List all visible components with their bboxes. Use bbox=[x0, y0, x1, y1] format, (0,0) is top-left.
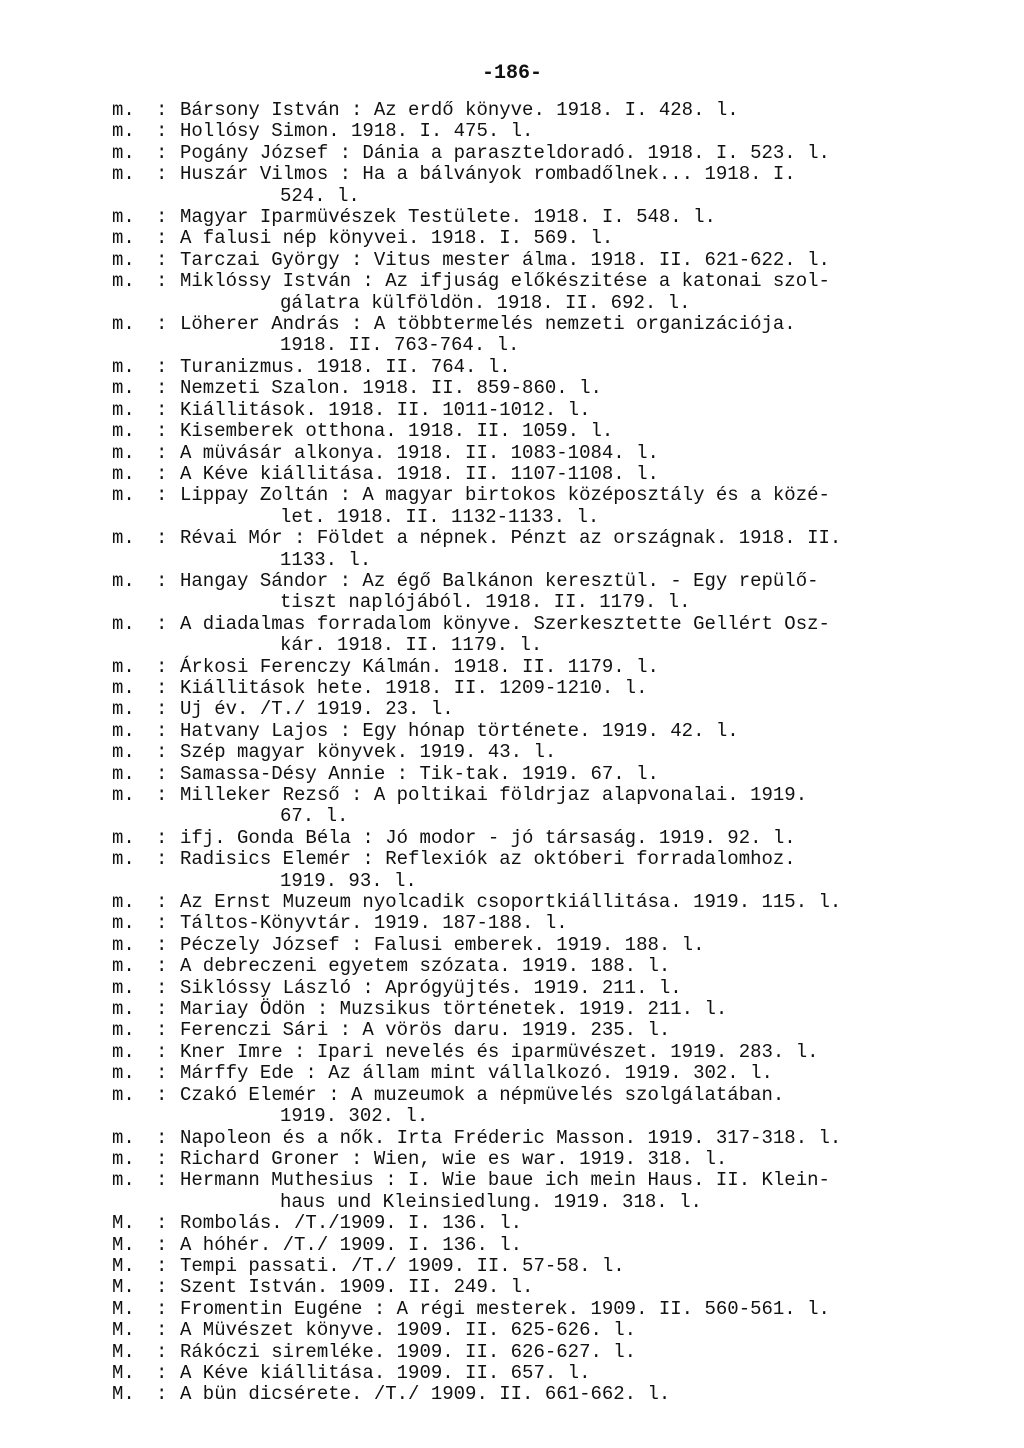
entry-body bbox=[180, 828, 972, 849]
entry-marker: m. bbox=[112, 1019, 135, 1042]
entry-marker: m. bbox=[112, 676, 135, 699]
bibliography-entry bbox=[112, 1299, 972, 1320]
entry-separator: : bbox=[156, 912, 168, 935]
entry-body bbox=[180, 892, 972, 913]
bibliography-entry bbox=[112, 1342, 972, 1363]
entry-separator: : bbox=[156, 1040, 168, 1063]
bibliography-entry bbox=[112, 1320, 972, 1341]
entry-body bbox=[180, 1320, 972, 1341]
entry-marker: m. bbox=[112, 955, 135, 978]
entry-body bbox=[180, 571, 972, 614]
entry-text: Uj év. /T./ 1919. 23. l. bbox=[180, 698, 454, 721]
entry-text: Radisics Elemér : Reflexiók az októberi forradalomhoz. bbox=[180, 848, 796, 871]
bibliography-entry bbox=[112, 271, 972, 314]
bibliography-entry bbox=[112, 849, 972, 892]
entry-text: Bársony István : Az erdő könyve. 1918. I. 428. l. bbox=[180, 99, 739, 121]
bibliography-entry bbox=[112, 207, 972, 228]
entry-separator: : bbox=[156, 227, 168, 250]
entry-body bbox=[180, 228, 972, 249]
bibliography-entry bbox=[112, 121, 972, 142]
entry-text: Napoleon és a nők. Irta Fréderic Masson. 1919. 317-318. l. bbox=[180, 1126, 842, 1149]
entry-body bbox=[180, 1020, 972, 1041]
entry-marker: m. bbox=[112, 1062, 135, 1085]
entry-text: Hermann Muthesius : I. Wie baue ich mein Haus. II. Klein- bbox=[180, 1169, 830, 1192]
entry-continuation: 1918. II. 763-764. l. bbox=[280, 334, 520, 357]
entry-marker: m. bbox=[112, 741, 135, 764]
entry-text: Lippay Zoltán : A magyar birtokos középosztály és a közé- bbox=[180, 484, 830, 507]
entry-body bbox=[180, 742, 972, 763]
entry-separator: : bbox=[156, 1254, 168, 1277]
page-number: -186- bbox=[481, 62, 542, 85]
entry-marker: m. bbox=[112, 719, 135, 742]
bibliography-entry bbox=[112, 978, 972, 999]
entry-text: Péczely József : Falusi emberek. 1919. 188. l. bbox=[180, 933, 705, 956]
bibliography-entry bbox=[112, 828, 972, 849]
entry-text: A falusi nép könyvei. 1918. I. 569. l. bbox=[180, 227, 614, 250]
entry-marker: m. bbox=[112, 569, 135, 592]
entry-text: A Kéve kiállitása. 1918. II. 1107-1108. l. bbox=[180, 462, 659, 485]
bibliography-entry bbox=[112, 699, 972, 720]
entry-text: Fromentin Eugéne : A régi mesterek. 1909. II. 560-561. l. bbox=[180, 1297, 830, 1320]
entry-marker: M. bbox=[112, 1297, 135, 1320]
entry-text: Árkosi Ferenczy Kálmán. 1918. II. 1179. l. bbox=[180, 655, 659, 678]
entry-separator: : bbox=[156, 1126, 168, 1149]
entry-body bbox=[180, 314, 972, 357]
entry-text: Az Ernst Muzeum nyolcadik csoportkiállitása. 1919. 115. l. bbox=[180, 891, 842, 914]
bibliography-entry bbox=[112, 999, 972, 1020]
entry-text: A diadalmas forradalom könyve. Szerkesztette Gellért Osz- bbox=[180, 612, 830, 635]
entry-marker: m. bbox=[112, 698, 135, 721]
entry-separator: : bbox=[156, 1169, 168, 1192]
entry-separator: : bbox=[156, 719, 168, 742]
entry-body bbox=[180, 678, 972, 699]
entry-continuation: tiszt naplójából. 1918. II. 1179. l. bbox=[280, 591, 691, 614]
entry-separator: : bbox=[156, 784, 168, 806]
bibliography-entry bbox=[112, 956, 972, 977]
entry-text: Milleker Rezső : A poltikai földrjaz alapvonalai. 1919. bbox=[180, 784, 808, 806]
bibliography-entry bbox=[112, 400, 972, 421]
entry-separator: : bbox=[156, 1212, 168, 1235]
entry-marker: m. bbox=[112, 377, 135, 400]
entry-marker: M. bbox=[112, 1212, 135, 1235]
entry-marker: m. bbox=[112, 270, 135, 293]
entry-text: Czakó Elemér : A muzeumok a népmüvelés szolgálatában. bbox=[180, 1083, 785, 1106]
entry-marker: M. bbox=[112, 1319, 135, 1342]
entry-separator: : bbox=[156, 1340, 168, 1363]
entry-marker: m. bbox=[112, 527, 135, 550]
entry-separator: : bbox=[156, 206, 168, 229]
bibliography-entry bbox=[112, 464, 972, 485]
entry-separator: : bbox=[156, 1083, 168, 1106]
entry-continuation: 524. l. bbox=[280, 184, 360, 207]
entry-body bbox=[180, 485, 972, 528]
entry-separator: : bbox=[156, 120, 168, 143]
entry-text: Pogány József : Dánia a paraszteldoradó. 1918. I. 523. l. bbox=[180, 141, 830, 164]
entry-body bbox=[180, 849, 972, 892]
bibliography-list bbox=[112, 100, 972, 1406]
bibliography-entry bbox=[112, 1085, 972, 1128]
entry-marker: m. bbox=[112, 784, 135, 806]
bibliography-entry bbox=[112, 764, 972, 785]
entry-text: Huszár Vilmos : Ha a bálványok rombadőlnek... 1918. I. bbox=[180, 163, 796, 186]
entry-body bbox=[180, 100, 972, 121]
entry-text: A müvásár alkonya. 1918. II. 1083-1084. l. bbox=[180, 441, 659, 464]
bibliography-entry bbox=[112, 913, 972, 934]
entry-body bbox=[180, 935, 972, 956]
entry-marker: m. bbox=[112, 1169, 135, 1192]
entry-separator: : bbox=[156, 1019, 168, 1042]
entry-body bbox=[180, 1256, 972, 1277]
entry-separator: : bbox=[156, 99, 168, 121]
bibliography-entry bbox=[112, 785, 972, 828]
entry-marker: m. bbox=[112, 420, 135, 443]
bibliography-entry bbox=[112, 228, 972, 249]
entry-separator: : bbox=[156, 612, 168, 635]
entry-body bbox=[180, 164, 972, 207]
entry-marker: M. bbox=[112, 1233, 135, 1256]
bibliography-entry bbox=[112, 485, 972, 528]
bibliography-entry bbox=[112, 892, 972, 913]
entry-separator: : bbox=[156, 569, 168, 592]
entry-separator: : bbox=[156, 848, 168, 871]
entry-continuation: 1133. l. bbox=[280, 548, 372, 571]
entry-marker: m. bbox=[112, 163, 135, 186]
entry-body bbox=[180, 1363, 972, 1384]
entry-separator: : bbox=[156, 741, 168, 764]
bibliography-entry bbox=[112, 378, 972, 399]
bibliography-entry bbox=[112, 100, 972, 121]
entry-text: A Müvészet könyve. 1909. II. 625-626. l. bbox=[180, 1319, 637, 1342]
entry-text: Rákóczi siremléke. 1909. II. 626-627. l. bbox=[180, 1340, 637, 1363]
bibliography-entry bbox=[112, 164, 972, 207]
entry-body bbox=[180, 721, 972, 742]
entry-text: Richard Groner : Wien, wie es war. 1919. 318. l. bbox=[180, 1147, 728, 1170]
entry-marker: m. bbox=[112, 99, 135, 121]
entry-marker: M. bbox=[112, 1361, 135, 1384]
bibliography-entry bbox=[112, 1170, 972, 1213]
entry-body bbox=[180, 271, 972, 314]
entry-separator: : bbox=[156, 1319, 168, 1342]
entry-separator: : bbox=[156, 891, 168, 914]
bibliography-entry bbox=[112, 1128, 972, 1149]
entry-separator: : bbox=[156, 398, 168, 421]
entry-body bbox=[180, 528, 972, 571]
entry-body bbox=[180, 250, 972, 271]
bibliography-entry bbox=[112, 721, 972, 742]
entry-body bbox=[180, 956, 972, 977]
entry-separator: : bbox=[156, 1297, 168, 1320]
entry-body bbox=[180, 443, 972, 464]
entry-marker: m. bbox=[112, 891, 135, 914]
entry-marker: m. bbox=[112, 976, 135, 999]
entry-separator: : bbox=[156, 377, 168, 400]
entry-marker: M. bbox=[112, 1383, 135, 1406]
bibliography-entry bbox=[112, 443, 972, 464]
entry-body bbox=[180, 1042, 972, 1063]
entry-body bbox=[180, 464, 972, 485]
entry-marker: m. bbox=[112, 484, 135, 507]
entry-text: A hóhér. /T./ 1909. I. 136. l. bbox=[180, 1233, 523, 1256]
entry-separator: : bbox=[156, 462, 168, 485]
entry-marker: m. bbox=[112, 1147, 135, 1170]
bibliography-entry bbox=[112, 143, 972, 164]
entry-body bbox=[180, 614, 972, 657]
entry-marker: m. bbox=[112, 1040, 135, 1063]
bibliography-entry bbox=[112, 1363, 972, 1384]
entry-separator: : bbox=[156, 933, 168, 956]
entry-separator: : bbox=[156, 484, 168, 507]
bibliography-entry bbox=[112, 657, 972, 678]
entry-marker: m. bbox=[112, 612, 135, 635]
entry-text: Kisemberek otthona. 1918. II. 1059. l. bbox=[180, 420, 614, 443]
entry-marker: m. bbox=[112, 1126, 135, 1149]
entry-body bbox=[180, 999, 972, 1020]
entry-text: ifj. Gonda Béla : Jó modor - jó társaság. 1919. 92. l. bbox=[180, 826, 796, 849]
entry-body bbox=[180, 764, 972, 785]
entry-marker: M. bbox=[112, 1276, 135, 1299]
bibliography-entry bbox=[112, 935, 972, 956]
entry-text: Révai Mór : Földet a népnek. Pénzt az országnak. 1918. II. bbox=[180, 527, 842, 550]
entry-body bbox=[180, 1342, 972, 1363]
entry-text: Rombolás. /T./1909. I. 136. l. bbox=[180, 1212, 523, 1235]
entry-separator: : bbox=[156, 420, 168, 443]
entry-body bbox=[180, 1384, 972, 1405]
entry-marker: m. bbox=[112, 248, 135, 271]
entry-continuation: 67. l. bbox=[280, 805, 349, 828]
entry-continuation: kár. 1918. II. 1179. l. bbox=[280, 634, 543, 657]
entry-body bbox=[180, 1299, 972, 1320]
entry-separator: : bbox=[156, 976, 168, 999]
entry-body bbox=[180, 421, 972, 442]
bibliography-entry bbox=[112, 1149, 972, 1170]
entry-separator: : bbox=[156, 1147, 168, 1170]
entry-separator: : bbox=[156, 1233, 168, 1256]
bibliography-entry bbox=[112, 1384, 972, 1405]
entry-text: A Kéve kiállitása. 1909. II. 657. l. bbox=[180, 1361, 591, 1384]
entry-text: A bün dicsérete. /T./ 1909. II. 661-662. l. bbox=[180, 1383, 671, 1406]
entry-body bbox=[180, 143, 972, 164]
entry-marker: m. bbox=[112, 206, 135, 229]
entry-continuation: haus und Kleinsiedlung. 1919. 318. l. bbox=[280, 1190, 702, 1213]
entry-body bbox=[180, 1213, 972, 1234]
entry-separator: : bbox=[156, 270, 168, 293]
bibliography-entry bbox=[112, 528, 972, 571]
entry-text: Hollósy Simon. 1918. I. 475. l. bbox=[180, 120, 534, 143]
entry-separator: : bbox=[156, 1383, 168, 1406]
entry-text: Miklóssy István : Az ifjuság előkészitése a katonai szol- bbox=[180, 270, 830, 293]
entry-text: Szép magyar könyvek. 1919. 43. l. bbox=[180, 741, 557, 764]
entry-body bbox=[180, 121, 972, 142]
bibliography-entry bbox=[112, 571, 972, 614]
entry-text: Kner Imre : Ipari nevelés és iparmüvészet. 1919. 283. l. bbox=[180, 1040, 819, 1063]
bibliography-entry bbox=[112, 1020, 972, 1041]
entry-text: Hangay Sándor : Az égő Balkánon keresztül. - Egy repülő- bbox=[180, 569, 819, 592]
entry-text: Hatvany Lajos : Egy hónap története. 1919. 42. l. bbox=[180, 719, 739, 742]
entry-continuation: 1919. 302. l. bbox=[280, 1105, 429, 1128]
entry-marker: M. bbox=[112, 1254, 135, 1277]
entry-text: Tempi passati. /T./ 1909. II. 57-58. l. bbox=[180, 1254, 625, 1277]
entry-separator: : bbox=[156, 441, 168, 464]
entry-body bbox=[180, 1085, 972, 1128]
entry-marker: m. bbox=[112, 398, 135, 421]
bibliography-entry bbox=[112, 1042, 972, 1063]
entry-body bbox=[180, 913, 972, 934]
entry-marker: m. bbox=[112, 998, 135, 1021]
entry-separator: : bbox=[156, 998, 168, 1021]
bibliography-entry bbox=[112, 1235, 972, 1256]
entry-text: Samassa-Désy Annie : Tik-tak. 1919. 67. l. bbox=[180, 762, 659, 785]
entry-marker: m. bbox=[112, 141, 135, 164]
entry-text: Táltos-Könyvtár. 1919. 187-188. l. bbox=[180, 912, 568, 935]
entry-text: Mariay Ödön : Muzsikus történetek. 1919. 211. l. bbox=[180, 998, 728, 1021]
entry-body bbox=[180, 1277, 972, 1298]
entry-marker: m. bbox=[112, 762, 135, 785]
entry-body bbox=[180, 1235, 972, 1256]
entry-text: Tarczai György : Vitus mester álma. 1918. II. 621-622. l. bbox=[180, 248, 830, 271]
entry-separator: : bbox=[156, 355, 168, 378]
entry-marker: M. bbox=[112, 1340, 135, 1363]
entry-separator: : bbox=[156, 1361, 168, 1384]
entry-separator: : bbox=[156, 248, 168, 271]
bibliography-entry bbox=[112, 1063, 972, 1084]
bibliography-entry bbox=[112, 1277, 972, 1298]
entry-body bbox=[180, 978, 972, 999]
bibliography-entry bbox=[112, 614, 972, 657]
entry-text: Kiállitások hete. 1918. II. 1209-1210. l. bbox=[180, 676, 648, 699]
entry-marker: m. bbox=[112, 355, 135, 378]
entry-separator: : bbox=[156, 655, 168, 678]
entry-text: Nemzeti Szalon. 1918. II. 859-860. l. bbox=[180, 377, 602, 400]
entry-separator: : bbox=[156, 762, 168, 785]
bibliography-entry bbox=[112, 1256, 972, 1277]
entry-body bbox=[180, 699, 972, 720]
entry-body bbox=[180, 400, 972, 421]
entry-text: Siklóssy László : Aprógyüjtés. 1919. 211. l. bbox=[180, 976, 682, 999]
entry-text: Márffy Ede : Az állam mint vállalkozó. 1919. 302. l. bbox=[180, 1062, 773, 1085]
entry-body bbox=[180, 657, 972, 678]
entry-body bbox=[180, 785, 972, 828]
entry-marker: m. bbox=[112, 462, 135, 485]
entry-separator: : bbox=[156, 1062, 168, 1085]
entry-marker: m. bbox=[112, 848, 135, 871]
entry-marker: m. bbox=[112, 826, 135, 849]
bibliography-entry bbox=[112, 421, 972, 442]
entry-continuation: let. 1918. II. 1132-1133. l. bbox=[280, 505, 600, 528]
entry-marker: m. bbox=[112, 933, 135, 956]
entry-separator: : bbox=[156, 141, 168, 164]
entry-body bbox=[180, 207, 972, 228]
entry-separator: : bbox=[156, 955, 168, 978]
entry-body bbox=[180, 1063, 972, 1084]
entry-text: Szent István. 1909. II. 249. l. bbox=[180, 1276, 534, 1299]
entry-separator: : bbox=[156, 527, 168, 550]
entry-separator: : bbox=[156, 1276, 168, 1299]
entry-body bbox=[180, 357, 972, 378]
entry-text: Löherer András : A többtermelés nemzeti organizációja. bbox=[180, 313, 796, 336]
entry-marker: m. bbox=[112, 313, 135, 336]
entry-separator: : bbox=[156, 698, 168, 721]
entry-marker: m. bbox=[112, 912, 135, 935]
entry-body bbox=[180, 1128, 972, 1149]
entry-marker: m. bbox=[112, 120, 135, 143]
entry-marker: m. bbox=[112, 655, 135, 678]
entry-marker: m. bbox=[112, 441, 135, 464]
entry-continuation: 1919. 93. l. bbox=[280, 869, 417, 892]
bibliography-entry bbox=[112, 250, 972, 271]
entry-separator: : bbox=[156, 313, 168, 336]
bibliography-entry bbox=[112, 678, 972, 699]
entry-text: Ferenczi Sári : A vörös daru. 1919. 235. l. bbox=[180, 1019, 671, 1042]
entry-text: Magyar Iparmüvészek Testülete. 1918. I. 548. l. bbox=[180, 206, 716, 229]
entry-separator: : bbox=[156, 826, 168, 849]
bibliography-entry bbox=[112, 742, 972, 763]
entry-text: Turanizmus. 1918. II. 764. l. bbox=[180, 355, 511, 378]
entry-body bbox=[180, 378, 972, 399]
entry-text: A debreczeni egyetem szózata. 1919. 188. l. bbox=[180, 955, 671, 978]
entry-body bbox=[180, 1149, 972, 1170]
entry-separator: : bbox=[156, 163, 168, 186]
entry-continuation: gálatra külföldön. 1918. II. 692. l. bbox=[280, 291, 691, 314]
entry-body bbox=[180, 1170, 972, 1213]
entry-text: Kiállitások. 1918. II. 1011-1012. l. bbox=[180, 398, 591, 421]
entry-marker: m. bbox=[112, 1083, 135, 1106]
bibliography-entry bbox=[112, 1213, 972, 1234]
bibliography-entry bbox=[112, 314, 972, 357]
entry-separator: : bbox=[156, 676, 168, 699]
bibliography-entry bbox=[112, 357, 972, 378]
entry-marker: m. bbox=[112, 227, 135, 250]
